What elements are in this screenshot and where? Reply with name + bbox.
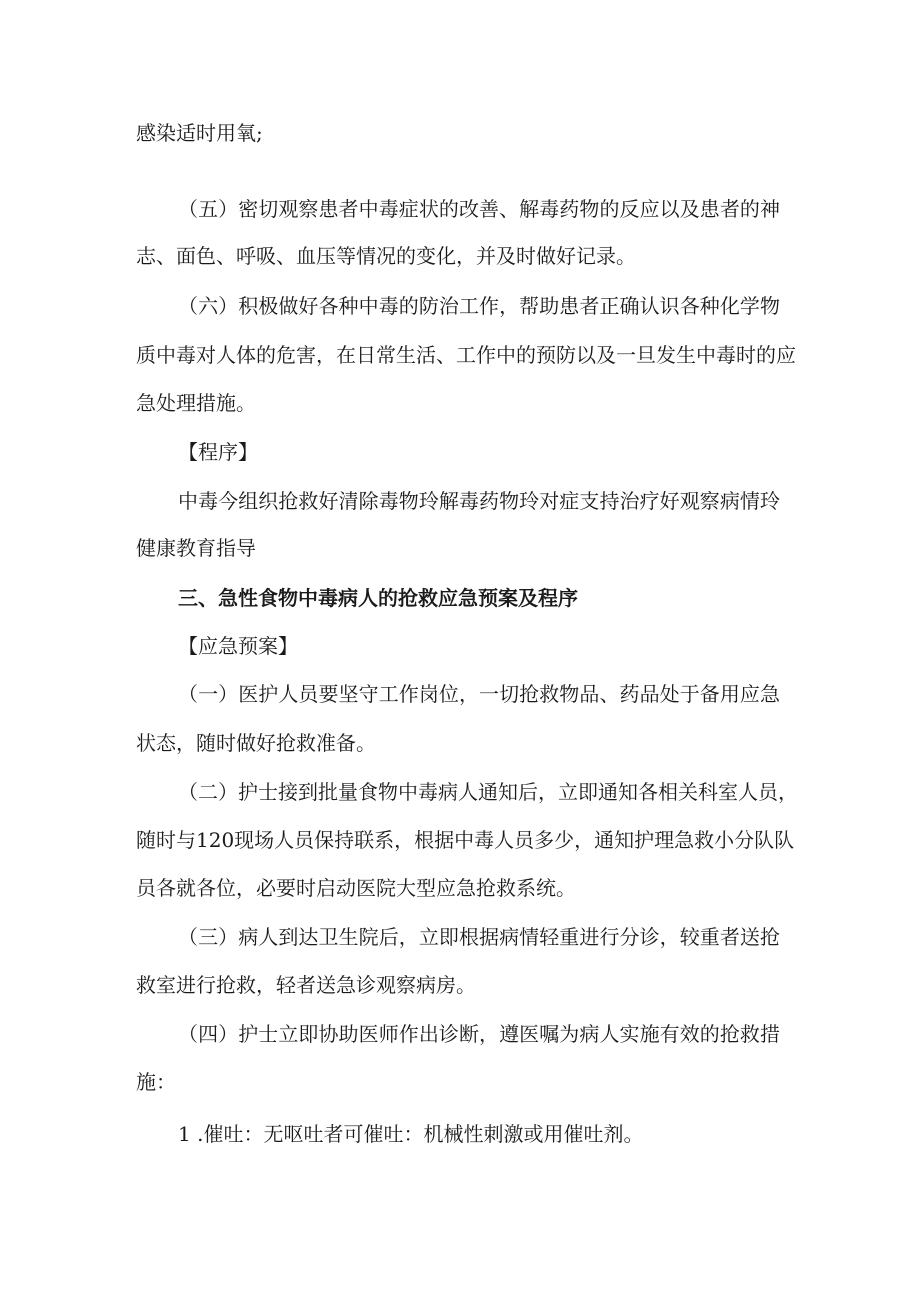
section-heading-emergency-plan: 【应急预案】 (178, 634, 298, 658)
text-line-plan-item-1-end: 状态，随时做好抢救准备。 (136, 731, 376, 755)
text-line-plan-item-4-start: （四）护士立即协助医师作出诊断，遵医嘱为病人实施有效的抢救措 (178, 1022, 780, 1046)
text-line-plan-item-2-middle: 随时与120现场人员保持联系，根据中毒人员多少，通知护理急救小分队队 (136, 828, 795, 852)
text-line-plan-item-3-end: 救室进行抢救，轻者送急诊观察病房。 (136, 973, 476, 997)
text-line-plan-item-4-end: 施： (136, 1070, 176, 1094)
text-line-item-6-middle: 质中毒对人体的危害，在日常生活、工作中的预防以及一旦发生中毒时的应 (136, 343, 796, 367)
text-line-plan-item-1-start: （一）医护人员要坚守工作岗位，一切抢救物品、药品处于备用应急 (178, 682, 780, 706)
text-line-plan-item-2-start: （二）护士接到批量食物中毒病人通知后，立即通知各相关科室人员， (178, 780, 798, 804)
section-heading-procedure: 【程序】 (178, 440, 258, 464)
section-title-food-poisoning: 三、急性食物中毒病人的抢救应急预案及程序 (178, 586, 578, 610)
text-line-procedure-flow-end: 健康教育指导 (136, 536, 256, 560)
text-line-plan-item-2-end: 员各就各位，必要时启动医院大型应急抢救系统。 (136, 876, 576, 900)
text-line-procedure-flow-start: 中毒今组织抢救好清除毒物玲解毒药物玲对症支持治疗好观察病情玲 (178, 489, 780, 513)
text-line-step-1-vomiting: 1 .催吐：无呕吐者可催吐：机械性刺激或用催吐剂。 (178, 1122, 644, 1146)
text-line-plan-item-3-start: （三）病人到达卫生院后，立即根据病情轻重进行分诊，较重者送抢 (178, 925, 780, 949)
text-line-item-5-start: （五）密切观察患者中毒症状的改善、解毒药物的反应以及患者的神 (178, 197, 780, 221)
text-line-item-6-end: 急处理措施。 (136, 391, 256, 415)
text-line-item-6-start: （六）积极做好各种中毒的防治工作，帮助患者正确认识各种化学物 (178, 294, 780, 318)
text-line-item-5-end: 志、面色、呼吸、血压等情况的变化，并及时做好记录。 (136, 244, 636, 268)
text-line-oxygen: 感染适时用氧; (136, 121, 263, 145)
